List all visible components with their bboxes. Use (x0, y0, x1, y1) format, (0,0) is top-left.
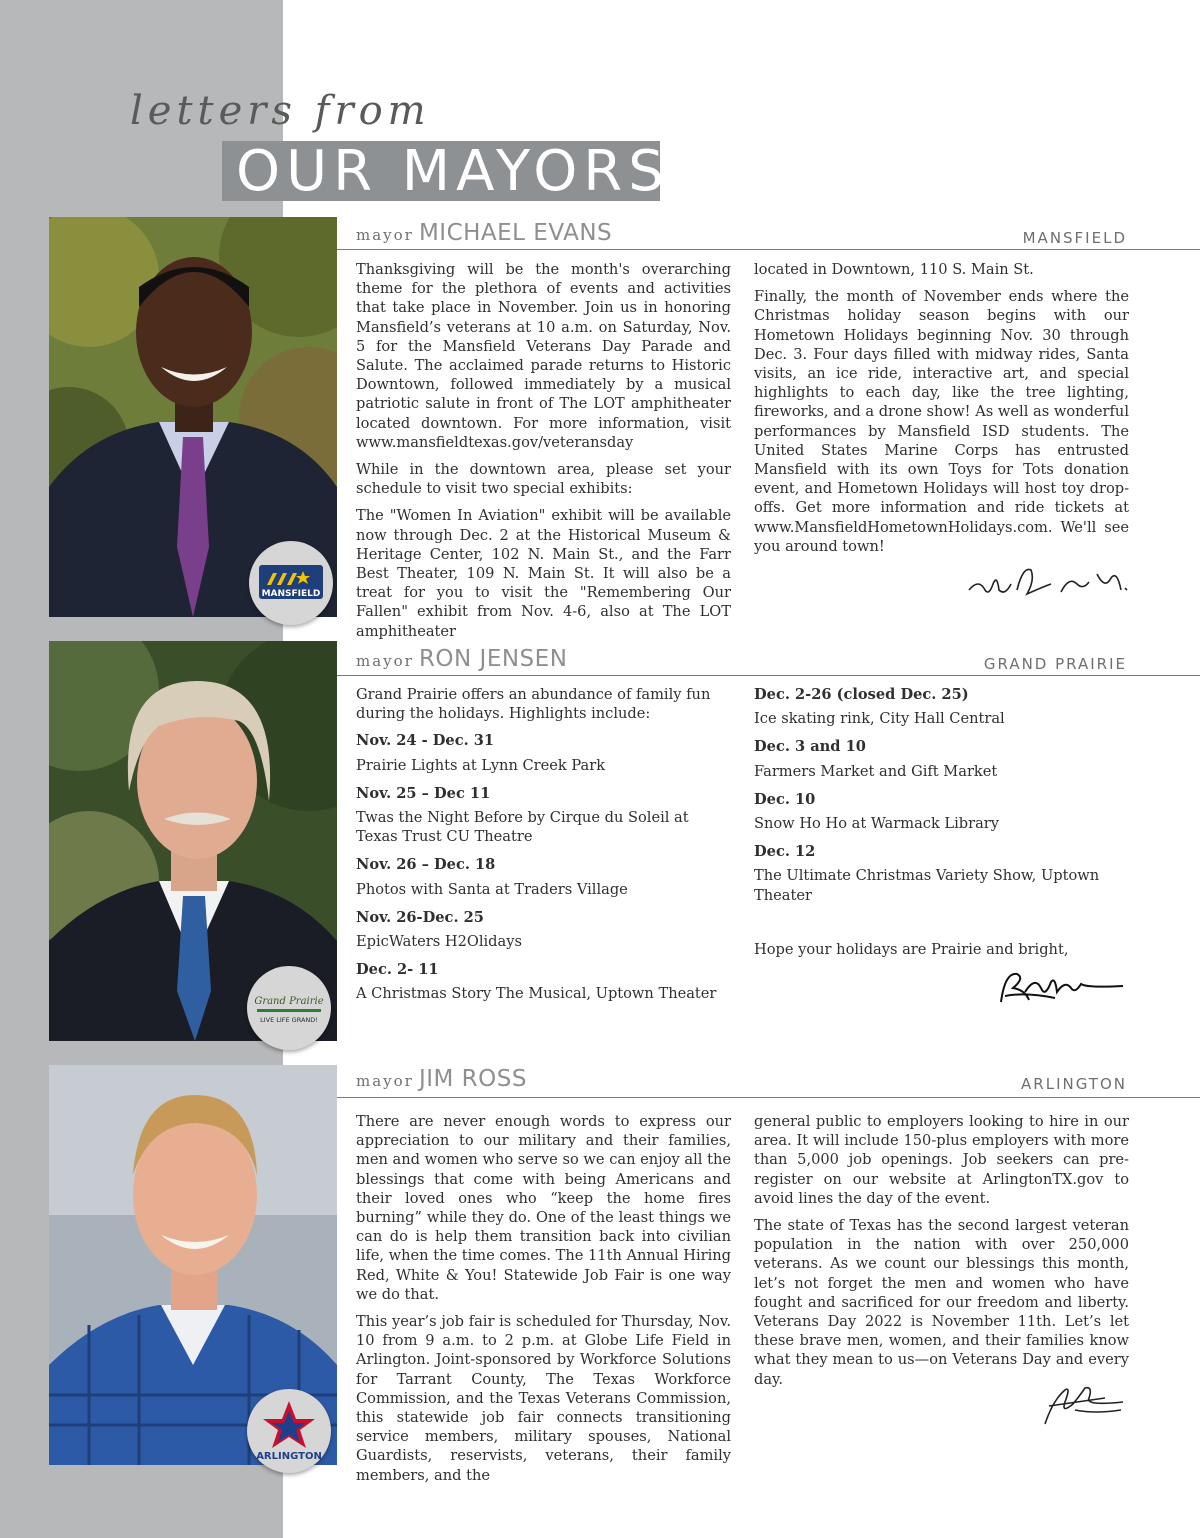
mayor-name: MICHAEL EVANS (418, 220, 613, 246)
grand-prairie-logo-tagline: LIVE LIFE GRAND! (260, 1016, 318, 1024)
mansfield-logo-text: MANSFIELD (261, 589, 321, 599)
section-divider (337, 675, 1200, 676)
paragraph: This year’s job fair is scheduled for Thursday, Nov. 10 from 9 a.m. to 2 p.m. at Globe Life Field in Arlington. Joint-sponsored by Workforce Solutions for Tarrant County, The Texas Workforce Commission, and the Texas Veterans Commission, this statewide job fair connects transitioning service members, military spouses, National Guardists, reservists, veterans, their family members, and the (356, 1313, 731, 1484)
event-desc: Snow Ho Ho at Warmack Library (754, 815, 1000, 833)
section-divider (337, 249, 1200, 250)
event-desc: Photos with Santa at Traders Village (356, 880, 628, 898)
event-date: Nov. 26-Dec. 25 (356, 908, 484, 926)
closing-line: Hope your holidays are Prairie and bright, (754, 940, 1069, 958)
paragraph: located in Downtown, 110 S. Main St. (754, 261, 1034, 278)
event-date: Dec. 10 (754, 790, 816, 808)
event-date: Nov. 26 – Dec. 18 (356, 856, 496, 874)
paragraph: The state of Texas has the second largest veteran population in the nation with over 250,000 veterans. As we count our blessings this month, let’s not forget the men and women who have fought and sacrificed for our freedom and liberty. Veterans Day 2022 is November 11th. Let’s let these brave men, women, and their families know what they mean to us—on Veterans Day and every day. (754, 1217, 1129, 1388)
event-desc: Twas the Night Before by Cirque du Soleil at Texas Trust CU Theatre (356, 809, 689, 846)
paragraph: While in the downtown area, please set your schedule to visit two special exhibits: (356, 461, 731, 498)
paragraph: There are never enough words to express our appreciation to our military and their families, men and women who serve so we can enjoy all the blessings that come with being Americans and their loved ones who “keep the home fires burning” while they do. One of the least things we can do is help them transition back into civilian life, when the time comes. The 11th Annual Hiring Red, White & You! Statewide Job Fair is one way we do that. (356, 1113, 732, 1303)
letter-column-left (356, 260, 731, 649)
mayor-name: RON JENSEN (418, 646, 568, 672)
grand-prairie-logo-badge (247, 966, 331, 1050)
event-date: Dec. 3 and 10 (754, 738, 866, 756)
arlington-logo-badge (247, 1389, 331, 1473)
event-desc: The Ultimate Christmas Variety Show, Uptown Theater (754, 867, 1100, 904)
letter-column-left (356, 685, 731, 1013)
section-divider (337, 1097, 1200, 1098)
arlington-logo-icon (247, 1389, 331, 1473)
grand-prairie-logo-text: Grand Prairie (254, 996, 324, 1007)
event-desc: A Christmas Story The Musical, Uptown Theater (356, 985, 717, 1003)
mansfield-logo-icon (249, 541, 333, 625)
paragraph: Thanksgiving will be the month's overarching theme for the plethora of events and activities that take place in November. Join us in honoring Mansfield’s veterans at 10 a.m. on Saturday, Nov. 5 for the Mansfield Veterans Day Parade and Salute. The acclaimed parade returns to Historic Downtown, followed immediately by a musical patriotic salute in front of The LOT amphitheater located downtown. For more information, visit www.mansfieldtexas.gov/veteransday (356, 261, 731, 451)
event-desc: Farmers Market and Gift Market (754, 762, 998, 780)
signature-jensen (995, 962, 1130, 1010)
paragraph: Grand Prairie offers an abundance of family fun during the holidays. Highlights include: (356, 686, 711, 723)
city-name: GRAND PRAIRIE (983, 655, 1127, 673)
header-script: letters from (130, 88, 431, 134)
mayor-label: mayor (356, 1072, 414, 1090)
event-desc: Prairie Lights at Lynn Creek Park (356, 756, 606, 774)
page-title: OUR MAYORS (236, 139, 670, 204)
paragraph: The "Women In Aviation" exhibit will be available now through Dec. 2 at the Historical Museum & Heritage Center, 102 N. Main St., and the Farr Best Theater, 109 N. Main St. It will also be a treat for you to visit the "Remembering Our Fallen" exhibit from Nov. 4-6, also at The LOT amphitheater (356, 507, 731, 640)
mayor-heading-ross (356, 1066, 527, 1092)
event-date: Nov. 24 - Dec. 31 (356, 732, 495, 750)
mayor-label: mayor (356, 652, 414, 670)
arlington-logo-text: ARLINGTON (256, 1451, 322, 1462)
event-date: Dec. 2-26 (closed Dec. 25) (754, 686, 969, 703)
paragraph: Finally, the month of November ends where the Christmas holiday season begins with our Hometown Holidays beginning Nov. 30 through Dec. 3. Four days filled with midway rides, Santa visits, an ice ride, interactive art, and special highlights to each day, like the tree lighting, fireworks, and a drone show! As well as wonderful performances by Mansfield ISD students. The United States Marine Corps has entrusted Mansfield with its own Toys for Tots donation event, and Hometown Holidays will host toy drop-offs. Get more information and ride tickets at www.MansfieldHometownHolidays.com. We'll see you around town! (754, 288, 1129, 555)
signature-evans (965, 560, 1135, 605)
mansfield-logo-badge (249, 541, 333, 625)
letter-column-left (356, 1112, 731, 1493)
event-date: Dec. 12 (754, 843, 816, 861)
event-date: Dec. 2- 11 (356, 961, 439, 979)
grand-prairie-logo-icon (247, 966, 331, 1050)
mayor-label: mayor (356, 226, 414, 244)
letter-column-right (754, 685, 1129, 968)
mayor-name: JIM ROSS (418, 1066, 527, 1092)
signature-ross (1035, 1380, 1130, 1430)
mayor-heading-evans (356, 220, 612, 246)
city-name: MANSFIELD (1022, 229, 1127, 247)
event-desc: EpicWaters H2Olidays (356, 933, 522, 951)
letter-column-right (754, 1112, 1129, 1397)
letter-column-right (754, 260, 1129, 564)
mayor-heading-jensen (356, 646, 567, 672)
city-name: ARLINGTON (1021, 1075, 1127, 1093)
event-date: Nov. 25 – Dec 11 (356, 784, 491, 802)
paragraph: general public to employers looking to hire in our area. It will include 150-plus employers with more than 5,000 job openings. Job seekers can pre-register on our website at ArlingtonTX.gov to avoid lines the day of the event. (754, 1113, 1129, 1207)
event-desc: Ice skating rink, City Hall Central (754, 710, 1005, 728)
